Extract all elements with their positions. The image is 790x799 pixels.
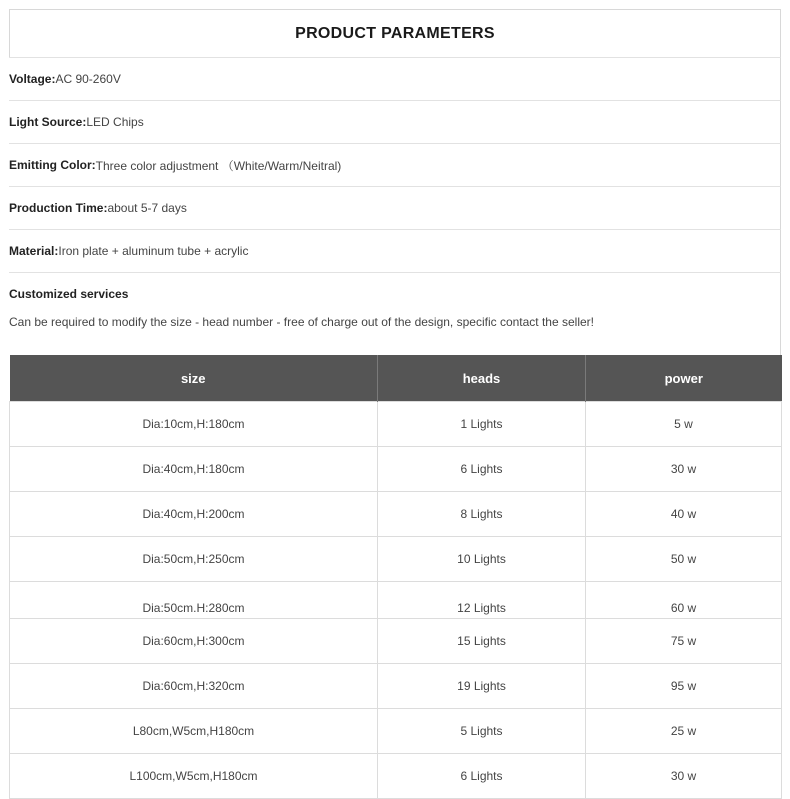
param-label: Light Source: — [9, 115, 87, 129]
param-emitting-color — [9, 143, 781, 186]
table-row — [10, 447, 782, 492]
param-label: Material: — [9, 244, 59, 258]
cell-size: Dia:50cm.H:280cm — [10, 582, 378, 619]
column-header-power: power — [586, 355, 782, 402]
customized-services — [9, 272, 781, 357]
cell-power: 5 w — [586, 402, 782, 447]
cell-power: 50 w — [586, 537, 782, 582]
cell-heads: 6 Lights — [378, 447, 586, 492]
table-row — [10, 537, 782, 582]
param-value: Iron plate + aluminum tube + acrylic — [58, 244, 249, 258]
cell-power: 95 w — [586, 664, 782, 709]
cell-heads: 10 Lights — [378, 537, 586, 582]
column-header-size: size — [10, 355, 378, 402]
cell-heads: 15 Lights — [378, 619, 586, 664]
cell-power: 60 w — [586, 582, 782, 619]
param-label: Production Time: — [9, 201, 108, 215]
param-value: Three color adjustment （White/Warm/Neitral) — [95, 158, 342, 173]
table-row — [10, 709, 782, 754]
param-label: Emitting Color: — [9, 158, 96, 172]
cell-power: 25 w — [586, 709, 782, 754]
param-value: LED Chips — [86, 115, 144, 129]
cell-size: Dia:10cm,H:180cm — [10, 402, 378, 447]
cell-power: 30 w — [586, 447, 782, 492]
table-row — [10, 582, 782, 619]
param-light-source — [9, 100, 781, 143]
cell-heads: 1 Lights — [378, 402, 586, 447]
cell-size: Dia:60cm,H:320cm — [10, 664, 378, 709]
param-voltage — [9, 57, 781, 100]
cell-heads: 19 Lights — [378, 664, 586, 709]
cell-power: 75 w — [586, 619, 782, 664]
cell-heads: 8 Lights — [378, 492, 586, 537]
cell-size: Dia:40cm,H:200cm — [10, 492, 378, 537]
param-label: Voltage: — [9, 72, 56, 86]
cell-power: 30 w — [586, 754, 782, 799]
column-header-heads: heads — [378, 355, 586, 402]
param-material — [9, 229, 781, 272]
custom-heading: Customized services — [9, 287, 129, 301]
cell-size: Dia:50cm,H:250cm — [10, 537, 378, 582]
param-value: about 5-7 days — [107, 201, 187, 215]
table-header-row — [10, 355, 782, 402]
cell-heads: 6 Lights — [378, 754, 586, 799]
cell-power: 40 w — [586, 492, 782, 537]
param-value: AC 90-260V — [55, 72, 121, 86]
cell-size: Dia:40cm,H:180cm — [10, 447, 378, 492]
cell-size: Dia:60cm,H:300cm — [10, 619, 378, 664]
cell-heads: 5 Lights — [378, 709, 586, 754]
cell-size: L100cm,W5cm,H180cm — [10, 754, 378, 799]
cell-heads: 12 Lights — [378, 582, 586, 619]
spec-table — [9, 355, 782, 799]
cell-size: L80cm,W5cm,H180cm — [10, 709, 378, 754]
custom-description: Can be required to modify the size - head number - free of charge out of the design, specific contact the seller! — [9, 315, 594, 329]
table-row — [10, 402, 782, 447]
product-parameters-panel — [9, 9, 781, 357]
table-row — [10, 664, 782, 709]
page-title: PRODUCT PARAMETERS — [9, 9, 781, 57]
table-row — [10, 619, 782, 664]
param-production-time — [9, 186, 781, 229]
table-row — [10, 492, 782, 537]
table-row — [10, 754, 782, 799]
